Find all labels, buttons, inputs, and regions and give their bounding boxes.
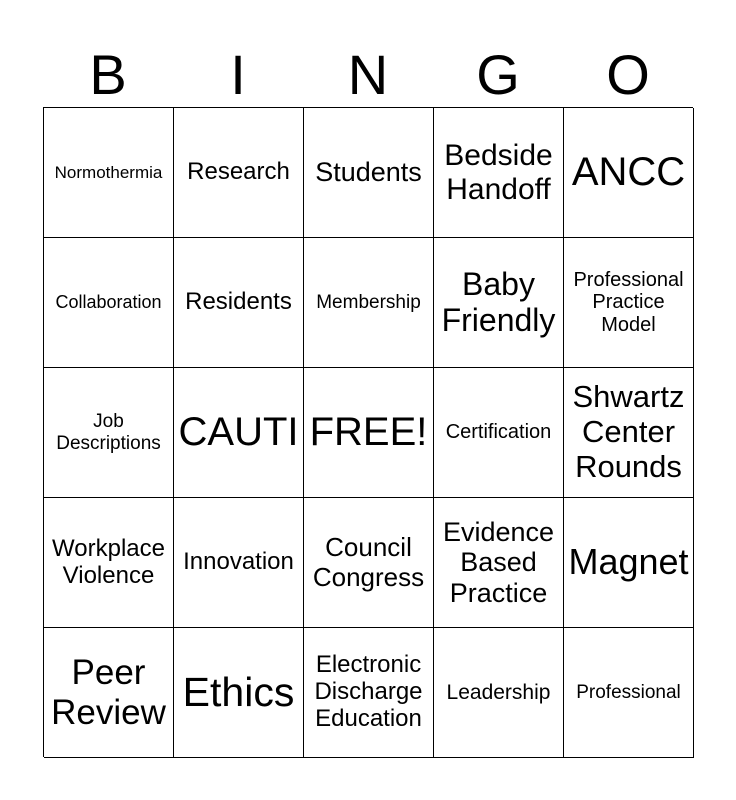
bingo-cell[interactable] [44,368,174,498]
bingo-cell[interactable] [174,108,304,238]
cell-text: Residents [185,288,292,316]
cell-text: Ethics [182,668,295,715]
cell-text: Workplace Violence [52,534,165,589]
cell-text: Peer Review [51,653,166,732]
bingo-cell[interactable] [174,498,304,628]
bingo-cell[interactable] [304,498,434,628]
bingo-cell[interactable] [44,108,174,238]
cell-text: Council Congress [312,532,425,592]
bingo-board [43,107,693,757]
cell-text: Evidence Based Practice [442,517,555,608]
cell-text: Electronic Discharge Education [314,651,423,732]
cell-text: Normothermia [54,162,163,182]
bingo-cell[interactable] [174,368,304,498]
cell-text: Innovation [183,548,294,576]
header-letter-i: I [230,43,246,106]
cell-text: Professional [576,681,681,703]
header-letter-o: O [606,43,650,106]
bingo-cell[interactable] [434,368,564,498]
cell-text: CAUTI [178,410,299,455]
cell-text: FREE! [309,410,428,455]
bingo-cell[interactable] [304,628,434,758]
cell-text: Certification [445,421,552,444]
cell-text: Research [187,158,290,186]
cell-text: Collaboration [55,292,162,313]
header-letter-n: N [347,43,389,106]
bingo-cell[interactable] [304,368,434,498]
cell-text: Magnet [568,541,689,583]
bingo-cell[interactable] [44,238,174,368]
cell-text: Students [315,157,422,188]
bingo-cell[interactable] [304,238,434,368]
cell-text: Baby Friendly [441,265,556,338]
bingo-cell[interactable] [434,238,564,368]
cell-text: Shwartz Center Rounds [572,379,685,484]
header-letter-b: B [89,43,127,106]
bingo-cell[interactable] [434,628,564,758]
bingo-cell[interactable] [564,108,694,238]
cell-text: Professional Practice Model [573,268,684,336]
bingo-cell[interactable] [434,108,564,238]
cell-text: ANCC [571,150,686,195]
header-letter-g: G [476,43,520,106]
cell-text: Bedside Handoff [444,138,553,206]
cell-text: Membership [316,291,421,313]
bingo-cell[interactable] [174,238,304,368]
bingo-cell[interactable] [174,628,304,758]
bingo-cell[interactable] [564,368,694,498]
bingo-header [43,44,693,106]
bingo-cell[interactable] [44,498,174,628]
bingo-cell[interactable] [44,628,174,758]
bingo-cell[interactable] [564,498,694,628]
bingo-cell[interactable] [564,628,694,758]
bingo-cell[interactable] [564,238,694,368]
cell-text: Job Descriptions [56,411,161,454]
bingo-cell[interactable] [434,498,564,628]
cell-text: Leadership [446,680,551,704]
bingo-cell[interactable] [304,108,434,238]
